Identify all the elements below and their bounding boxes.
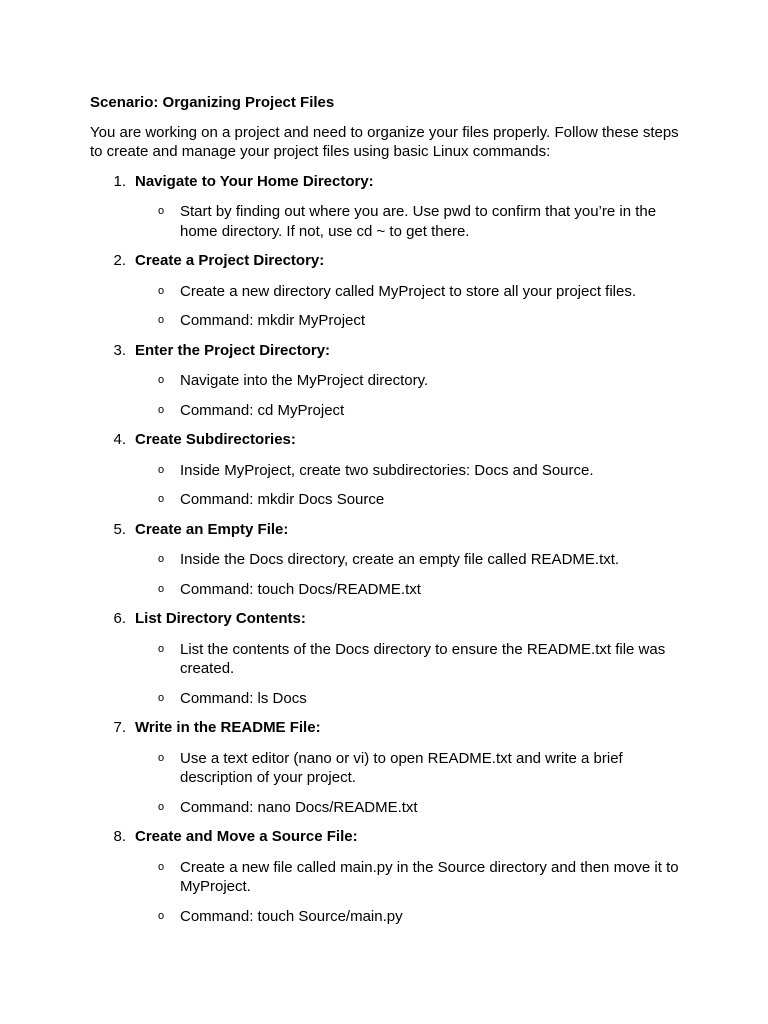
bullet-circle-icon: o (158, 284, 165, 297)
bullet-circle-icon: o (158, 751, 165, 764)
step-bullet-list (90, 550, 680, 599)
step-heading: Navigate to Your Home Directory: (135, 172, 374, 190)
bullet-item (90, 371, 680, 391)
bullet-item (90, 907, 680, 927)
step-item (90, 172, 680, 242)
step-item (90, 718, 680, 817)
bullet-circle-icon: o (158, 463, 165, 476)
step-heading-row (90, 251, 680, 271)
step-heading-row (90, 341, 680, 361)
step-item (90, 430, 680, 510)
step-heading: List Directory Contents: (135, 610, 306, 627)
bullet-text: Command: mkdir MyProject (180, 312, 366, 329)
step-heading: Create a Project Directory: (135, 252, 325, 269)
bullet-item (90, 689, 680, 709)
bullet-text: Command: nano Docs/README.txt (180, 798, 418, 816)
step-bullet-list (90, 202, 680, 241)
bullet-circle-icon: o (158, 493, 165, 505)
step-bullet-list (90, 749, 680, 818)
step-heading: Create an Empty File: (135, 520, 289, 538)
bullet-item (90, 490, 680, 510)
bullet-text: Start by finding out where you are. Use pwd to confirm that you’re in the home directory. If not, use cd ~ to get there. (180, 203, 657, 240)
step-bullet-list (90, 640, 680, 709)
bullet-text: Create a new directory called MyProject to store all your project files. (180, 282, 637, 300)
step-item (90, 341, 680, 421)
bullet-circle-icon: o (158, 553, 165, 565)
bullet-text: Command: touch Docs/README.txt (180, 580, 421, 598)
bullet-circle-icon: o (158, 800, 165, 813)
bullet-text: Use a text editor (nano or vi) to open README.txt and write a brief description of your project. (180, 749, 623, 786)
step-heading: Create and Move a Source File: (135, 828, 358, 845)
step-heading-row (90, 609, 680, 629)
step-item (90, 827, 680, 926)
bullet-text: Navigate into the MyProject directory. (180, 372, 429, 389)
bullet-circle-icon: o (158, 374, 165, 386)
step-heading-row (90, 520, 680, 540)
bullet-circle-icon: o (158, 205, 165, 217)
bullet-item (90, 798, 680, 818)
step-number: 7. (113, 719, 126, 736)
step-number: 3. (113, 341, 126, 359)
step-number: 6. (113, 610, 126, 627)
step-item (90, 251, 680, 331)
bullet-circle-icon: o (158, 860, 165, 873)
bullet-circle-icon: o (158, 314, 165, 326)
step-heading-row (90, 718, 680, 738)
bullet-text: Command: touch Source/main.py (180, 907, 403, 925)
step-heading-row (90, 430, 680, 450)
step-bullet-list (90, 371, 680, 420)
step-number: 2. (113, 252, 126, 269)
bullet-circle-icon: o (158, 403, 165, 416)
step-heading: Write in the README File: (135, 719, 321, 736)
step-number: 4. (113, 431, 126, 448)
bullet-item (90, 858, 680, 897)
step-item (90, 520, 680, 600)
bullet-text: Command: ls Docs (180, 689, 307, 707)
bullet-item (90, 749, 680, 788)
bullet-item (90, 640, 680, 679)
bullet-text: Inside MyProject, create two subdirectories: Docs and Source. (180, 461, 594, 479)
bullet-item (90, 461, 680, 481)
step-bullet-list (90, 282, 680, 331)
step-heading: Enter the Project Directory: (135, 341, 331, 359)
step-number: 5. (113, 520, 126, 538)
document-page (90, 93, 680, 936)
bullet-item (90, 550, 680, 570)
bullet-item (90, 311, 680, 331)
step-heading-row (90, 172, 680, 192)
bullet-circle-icon: o (158, 582, 165, 595)
step-heading-row (90, 827, 680, 847)
bullet-circle-icon: o (158, 642, 165, 655)
bullet-text: Create a new file called main.py in the Source directory and then move it to MyProject. (180, 858, 679, 895)
step-number: 1. (113, 172, 126, 190)
step-bullet-list (90, 461, 680, 510)
bullet-text: Command: cd MyProject (180, 401, 345, 419)
bullet-text: Command: mkdir Docs Source (180, 491, 385, 508)
step-heading: Create Subdirectories: (135, 431, 296, 448)
document-title: Scenario: Organizing Project Files (90, 94, 335, 111)
step-number: 8. (113, 828, 126, 845)
step-item (90, 609, 680, 708)
bullet-circle-icon: o (158, 691, 165, 704)
bullet-item (90, 580, 680, 600)
bullet-item (90, 282, 680, 302)
intro-paragraph: You are working on a project and need to organize your files properly. Follow these steps to create and manage your project files using basic Linux commands: (90, 123, 679, 160)
bullet-circle-icon: o (158, 909, 165, 922)
bullet-item (90, 401, 680, 421)
bullet-text: Inside the Docs directory, create an empty file called README.txt. (180, 551, 620, 568)
step-bullet-list (90, 858, 680, 927)
steps-list (90, 172, 680, 927)
bullet-text: List the contents of the Docs directory to ensure the README.txt file was created. (180, 640, 666, 677)
bullet-item (90, 202, 680, 241)
